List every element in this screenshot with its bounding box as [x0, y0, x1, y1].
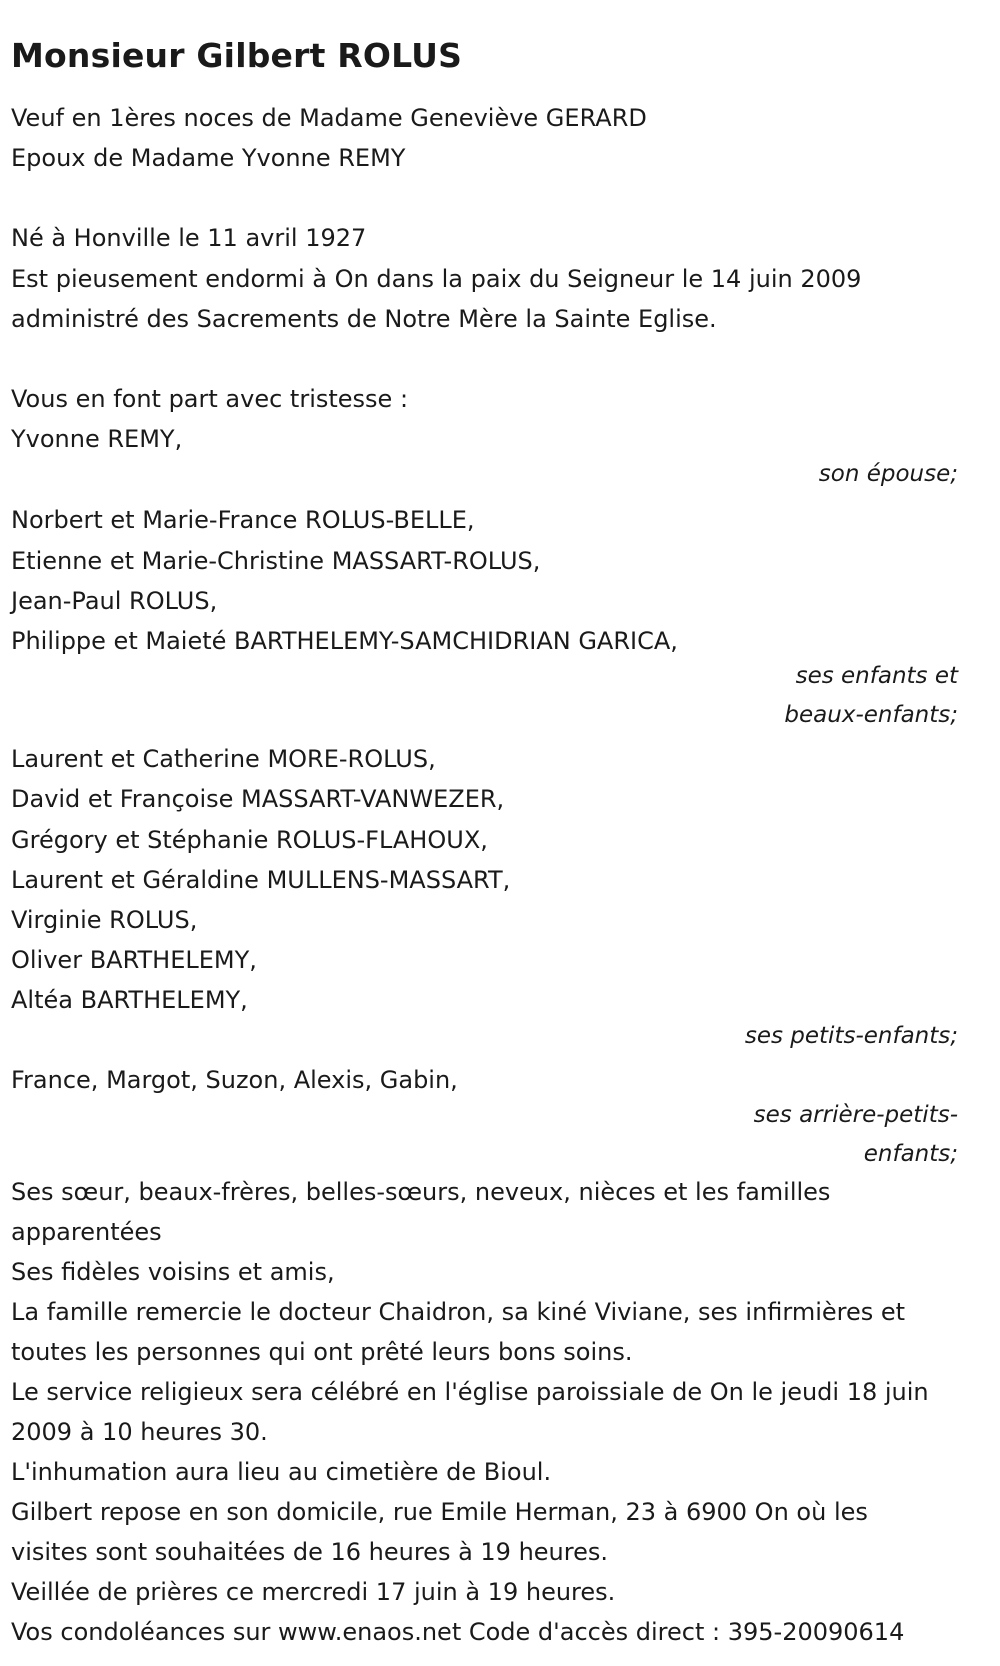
announce-line: Vous en font part avec tristesse : — [11, 385, 409, 414]
extended-family-paragraph: Ses sœur, beaux-frères, belles-sœurs, neveux, nièces et les familles apparentées — [11, 1177, 831, 1246]
child-name: Norbert et Marie-France ROLUS-BELLE, — [11, 506, 475, 535]
grandchildren-role: ses petits-enfants; — [744, 1022, 958, 1049]
condolences-paragraph: Vos condoléances sur www.enaos.net Code d'accès direct : 395-20090614 — [11, 1617, 905, 1646]
friends-line: Ses fidèles voisins et amis, — [11, 1257, 335, 1286]
grandchild-name: Laurent et Catherine MORE-ROLUS, — [11, 745, 436, 774]
death-line: Est pieusement endormi à On dans la paix du Seigneur le 14 juin 2009 — [11, 264, 862, 293]
children-role — [11, 657, 970, 735]
vigil-line: Veillée de prières ce mercredi 17 juin à 19 heures. — [11, 1577, 616, 1606]
child-name: Etienne et Marie-Christine MASSART-ROLUS, — [11, 546, 541, 575]
sacraments-line: administré des Sacrements de Notre Mère la Sainte Eglise. — [11, 304, 717, 333]
spacer — [11, 339, 970, 379]
widower-line: Veuf en 1ères noces de Madame Geneviève GERARD — [11, 104, 647, 132]
spacer — [11, 178, 970, 218]
grandchild-name: Virginie ROLUS, — [11, 906, 198, 935]
great-grandchildren-role-line1: ses arrière-petits- — [753, 1101, 958, 1128]
great-grandchildren-role — [11, 1096, 970, 1174]
page-title: Monsieur Gilbert ROLUS — [11, 36, 463, 75]
great-grandchildren-names: France, Margot, Suzon, Alexis, Gabin, — [11, 1065, 458, 1094]
great-grandchildren-role-line2: enfants; — [863, 1140, 958, 1167]
spouse-line: Epoux de Madame Yvonne REMY — [11, 144, 406, 173]
grandchild-name: Grégory et Stéphanie ROLUS-FLAHOUX, — [11, 825, 488, 854]
visitation-paragraph: Gilbert repose en son domicile, rue Emile Herman, 23 à 6900 On où les visites sont souhaitées de 16 heures à 19 heures. — [11, 1497, 868, 1566]
spouse-name: Yvonne REMY, — [11, 425, 183, 454]
grandchild-name: Altéa BARTHELEMY, — [11, 986, 248, 1015]
children-role-line1: ses enfants et — [795, 663, 958, 690]
spouse-role: son épouse; — [818, 461, 958, 488]
birth-line: Né à Honville le 11 avril 1927 — [11, 224, 367, 253]
burial-line: L'inhumation aura lieu au cimetière de Bioul. — [11, 1457, 552, 1486]
child-name: Philippe et Maieté BARTHELEMY-SAMCHIDRIAN GARICA, — [11, 627, 678, 656]
grandchild-name: Laurent et Géraldine MULLENS-MASSART, — [11, 865, 511, 894]
service-paragraph: Le service religieux sera célébré en l'église paroissiale de On le jeudi 18 juin 2009 à 10 heures 30. — [11, 1377, 929, 1446]
children-role-line2: beaux-enfants; — [784, 702, 958, 729]
grandchild-name: David et Françoise MASSART-VANWEZER, — [11, 785, 505, 814]
child-name: Jean-Paul ROLUS, — [11, 586, 218, 615]
thanks-paragraph: La famille remercie le docteur Chaidron, sa kiné Viviane, ses infirmières et toutes les personnes qui ont prêté leurs bons soins. — [11, 1297, 906, 1366]
grandchild-name: Oliver BARTHELEMY, — [11, 946, 257, 975]
